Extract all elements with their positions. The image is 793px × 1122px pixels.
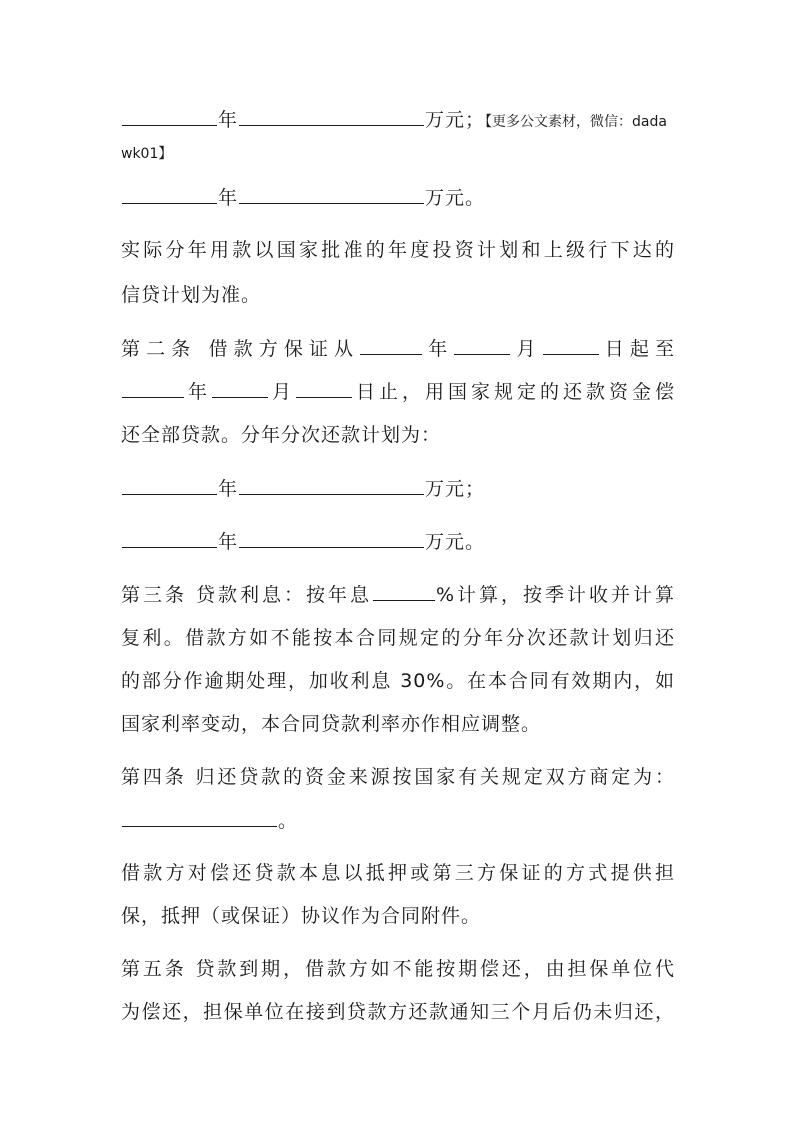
year-blank[interactable] (122, 380, 184, 398)
paragraph-line: 保，抵押（或保证）协议作为合同附件。 (121, 905, 482, 927)
amount-blank[interactable] (239, 186, 424, 204)
amount-blank[interactable] (239, 477, 424, 495)
article-4-line-1: 第四条 归还贷款的资金来源按国家有关规定双方商定为： (121, 766, 675, 788)
funding-source-blank[interactable] (122, 809, 277, 827)
article-5-line-2: 为偿还，担保单位在接到贷款方还款通知三个月后仍未归还， (121, 1001, 675, 1023)
interest-rate-blank[interactable] (373, 583, 435, 601)
year-blank[interactable] (360, 337, 422, 355)
repayment-line-2: 年 万元。 (121, 186, 675, 209)
amount-blank[interactable] (239, 108, 424, 126)
promo-note: 【更多公文素材，微信：dada (485, 114, 667, 130)
month-blank[interactable] (454, 337, 510, 355)
year-blank[interactable] (122, 477, 217, 495)
year-blank[interactable] (122, 108, 217, 126)
article-2-line-2: 年 月 日止，用国家规定的还款资金偿 (121, 380, 675, 403)
paragraph-line: 复利。借款方如不能按本合同规定的分年分次还款计划归还 (121, 627, 675, 649)
month-blank[interactable] (212, 380, 268, 398)
funding-source-line: 。 (121, 809, 675, 832)
repayment-line-1: 年 万元；【更多公文素材，微信：dada (121, 108, 675, 133)
year-blank[interactable] (122, 530, 217, 548)
article-2-line-1: 第二条 借款方保证从 年 月 日起至 (121, 338, 675, 360)
day-blank[interactable] (296, 380, 352, 398)
paragraph-line: 实际分年用款以国家批准的年度投资计划和上级行下达的 (121, 239, 675, 261)
day-blank[interactable] (543, 337, 599, 355)
year-blank[interactable] (122, 186, 217, 204)
article-3-line-1: 第三条 贷款利息：按年息 %计算，按季计收并计算 (121, 584, 675, 606)
paragraph-line: 信贷计划为准。 (121, 284, 262, 306)
repayment-line-4: 年 万元。 (121, 530, 675, 553)
paragraph-line: 借款方对偿还贷款本息以抵押或第三方保证的方式提供担 (121, 862, 675, 884)
paragraph-line: 的部分作逾期处理，加收利息 30%。在本合同有效期内，如 (121, 670, 675, 692)
repayment-line-3: 年 万元； (121, 477, 675, 500)
amount-blank[interactable] (239, 530, 424, 548)
promo-note-cont: wk01】 (121, 146, 173, 162)
paragraph-line: 还全部贷款。分年分次还款计划为： (121, 424, 442, 446)
article-5-line-1: 第五条 贷款到期，借款方如不能按期偿还，由担保单位代 (121, 958, 675, 980)
paragraph-line: 国家利率变动，本合同贷款利率亦作相应调整。 (121, 713, 542, 735)
